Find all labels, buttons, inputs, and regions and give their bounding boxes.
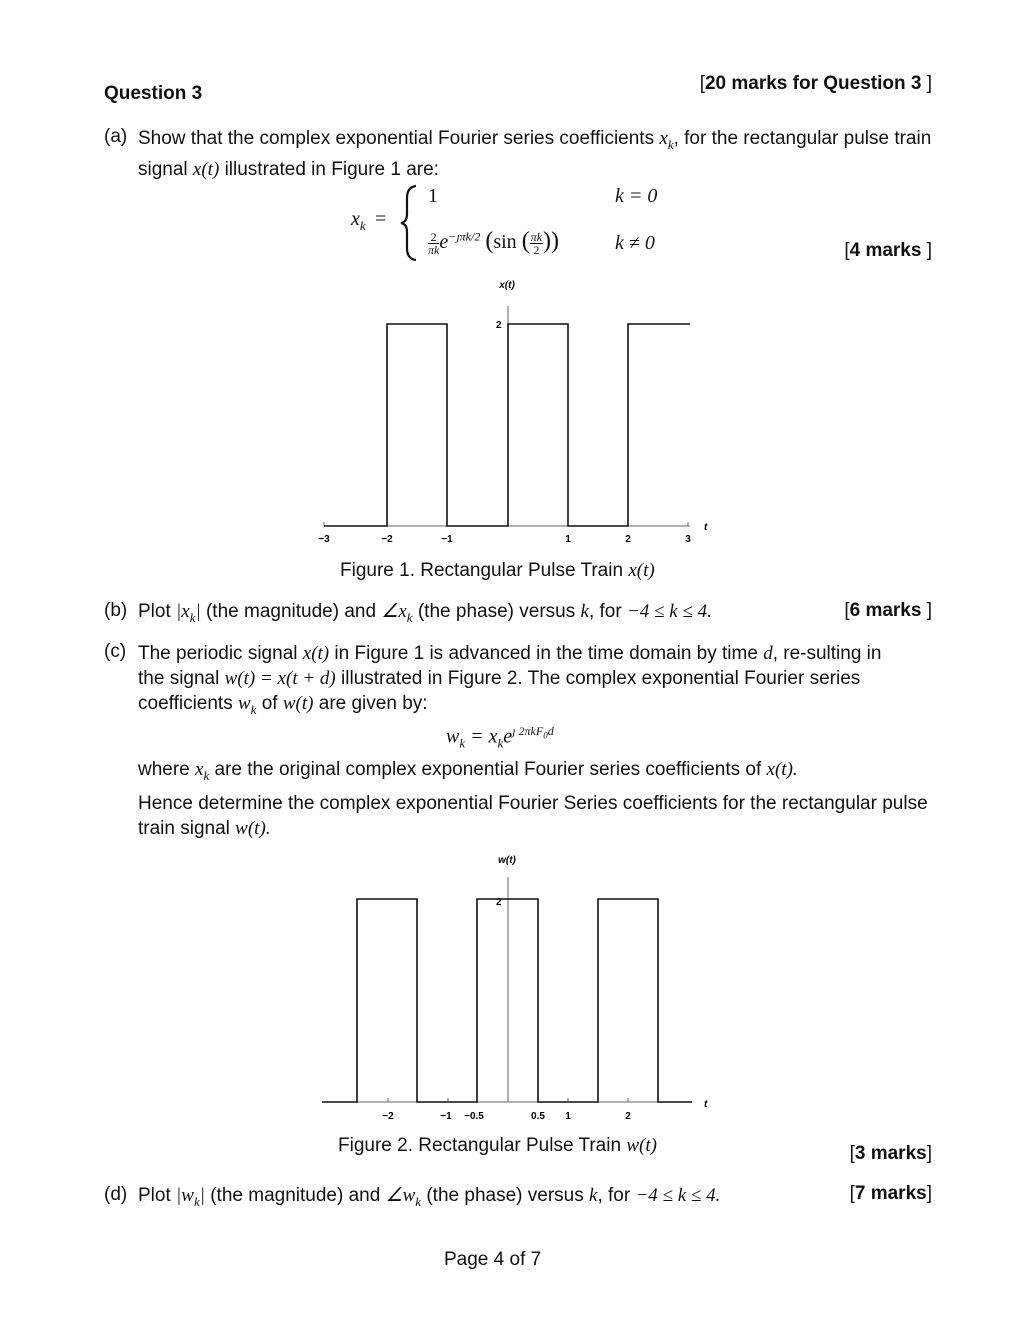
figure1-plot <box>300 270 720 560</box>
part-b-marks: [6 marks ] <box>844 600 932 621</box>
question-total-marks: [20 marks for Question 3 ] <box>699 73 932 94</box>
figure1-tick-label-1: 1 <box>565 534 571 545</box>
case2-condition: k ≠ 0 <box>615 232 655 254</box>
figure1-tick-label-m1: −1 <box>441 534 453 545</box>
part-c-where-text: where $x_k$ are the original complex exponential Fourier series coefficients of x(t). <box>138 759 798 783</box>
figure1-tick-label-2: 2 <box>625 534 631 545</box>
page-number: Page 4 of 7 <box>444 1249 542 1270</box>
figure1-xlabel: t <box>704 522 708 533</box>
figure2-tick-label-m2: −2 <box>382 1111 394 1122</box>
case1-value: 1 <box>428 185 438 207</box>
part-a-marks: [4 marks ] <box>844 240 932 261</box>
part-a-label: (a) <box>104 126 128 147</box>
part-c-marks: [3 marks] <box>849 1143 932 1164</box>
part-a-text: Show that the complex exponential Fourier series coefficients $x_k$, for the rectangular pulse train signal x(t) illustrated in Figure 1 are: <box>138 128 932 180</box>
part-c-label: (c) <box>104 641 127 662</box>
figure2-signal-line <box>322 899 692 1102</box>
figure2-tick-label-2: 2 <box>625 1111 631 1122</box>
part-d-text: Plot $|w_k|$ (the magnitude) and $\angle w_k$ (the phase) versus k, for −4 ≤ k ≤ 4. <box>138 1185 721 1209</box>
eq-lhs: $x_k$ <box>351 208 366 233</box>
figure2-tick-label-m05: −0.5 <box>464 1111 484 1122</box>
part-d-label: (d) <box>104 1184 128 1205</box>
part-b-text: Plot $|x_k|$ (the magnitude) and $\angle x_k$ (the phase) versus k, for −4 ≤ k ≤ 4. <box>138 601 712 625</box>
figure2-caption: Figure 2. Rectangular Pulse Train w(t) <box>338 1135 657 1156</box>
figure1-caption: Figure 1. Rectangular Pulse Train x(t) <box>340 560 655 581</box>
wk-equation: $w_k = x_ke^{ȷ 2\pi kF_0d}$ <box>446 724 554 751</box>
figure1-tick-label-m2: −2 <box>381 534 393 545</box>
figure2-ylabel: w(t) <box>498 855 516 866</box>
part-c-text: The periodic signal x(t) in Figure 1 is advanced in the time domain by time d, re-sulting in the signal w(t) = x(t + d) illustrated in Figure 2. The complex exponential Fourier series coefficients $w_k$ of w(t) are given by: <box>138 643 882 717</box>
part-b-label: (b) <box>104 600 128 621</box>
figure1-tick-label-3: 3 <box>685 534 691 545</box>
figure2-tick-label-05: 0.5 <box>531 1111 545 1122</box>
figure1-ylabel: x(t) <box>499 280 515 291</box>
left-brace-icon <box>398 184 420 262</box>
figure2-xlabel: t <box>704 1099 708 1110</box>
question-title: Question 3 <box>104 83 203 104</box>
figure2-tick-label-1: 1 <box>565 1111 571 1122</box>
figure1-amplitude-label: 2 <box>496 320 502 331</box>
figure1-signal-line <box>324 324 690 526</box>
figure2-tick-label-m1: −1 <box>440 1111 452 1122</box>
eq-equals: = <box>375 208 387 230</box>
part-c-hence-text: Hence determine the complex exponential Fourier Series coefficients for the rectangular pulse train signal w(t). <box>138 793 928 839</box>
figure2-amplitude-label: 2 <box>496 897 502 908</box>
case2-expression: $\frac{2}{\pi k}$ $e^{-ȷ\pi k/2}$ (sin ( $\frac{\pi k}{2}$ )) <box>428 228 560 257</box>
case1-condition: k = 0 <box>615 185 658 207</box>
figure1-tick-label-m3: −3 <box>318 534 330 545</box>
figure2-plot <box>300 845 720 1135</box>
part-d-marks: [7 marks] <box>849 1183 932 1204</box>
